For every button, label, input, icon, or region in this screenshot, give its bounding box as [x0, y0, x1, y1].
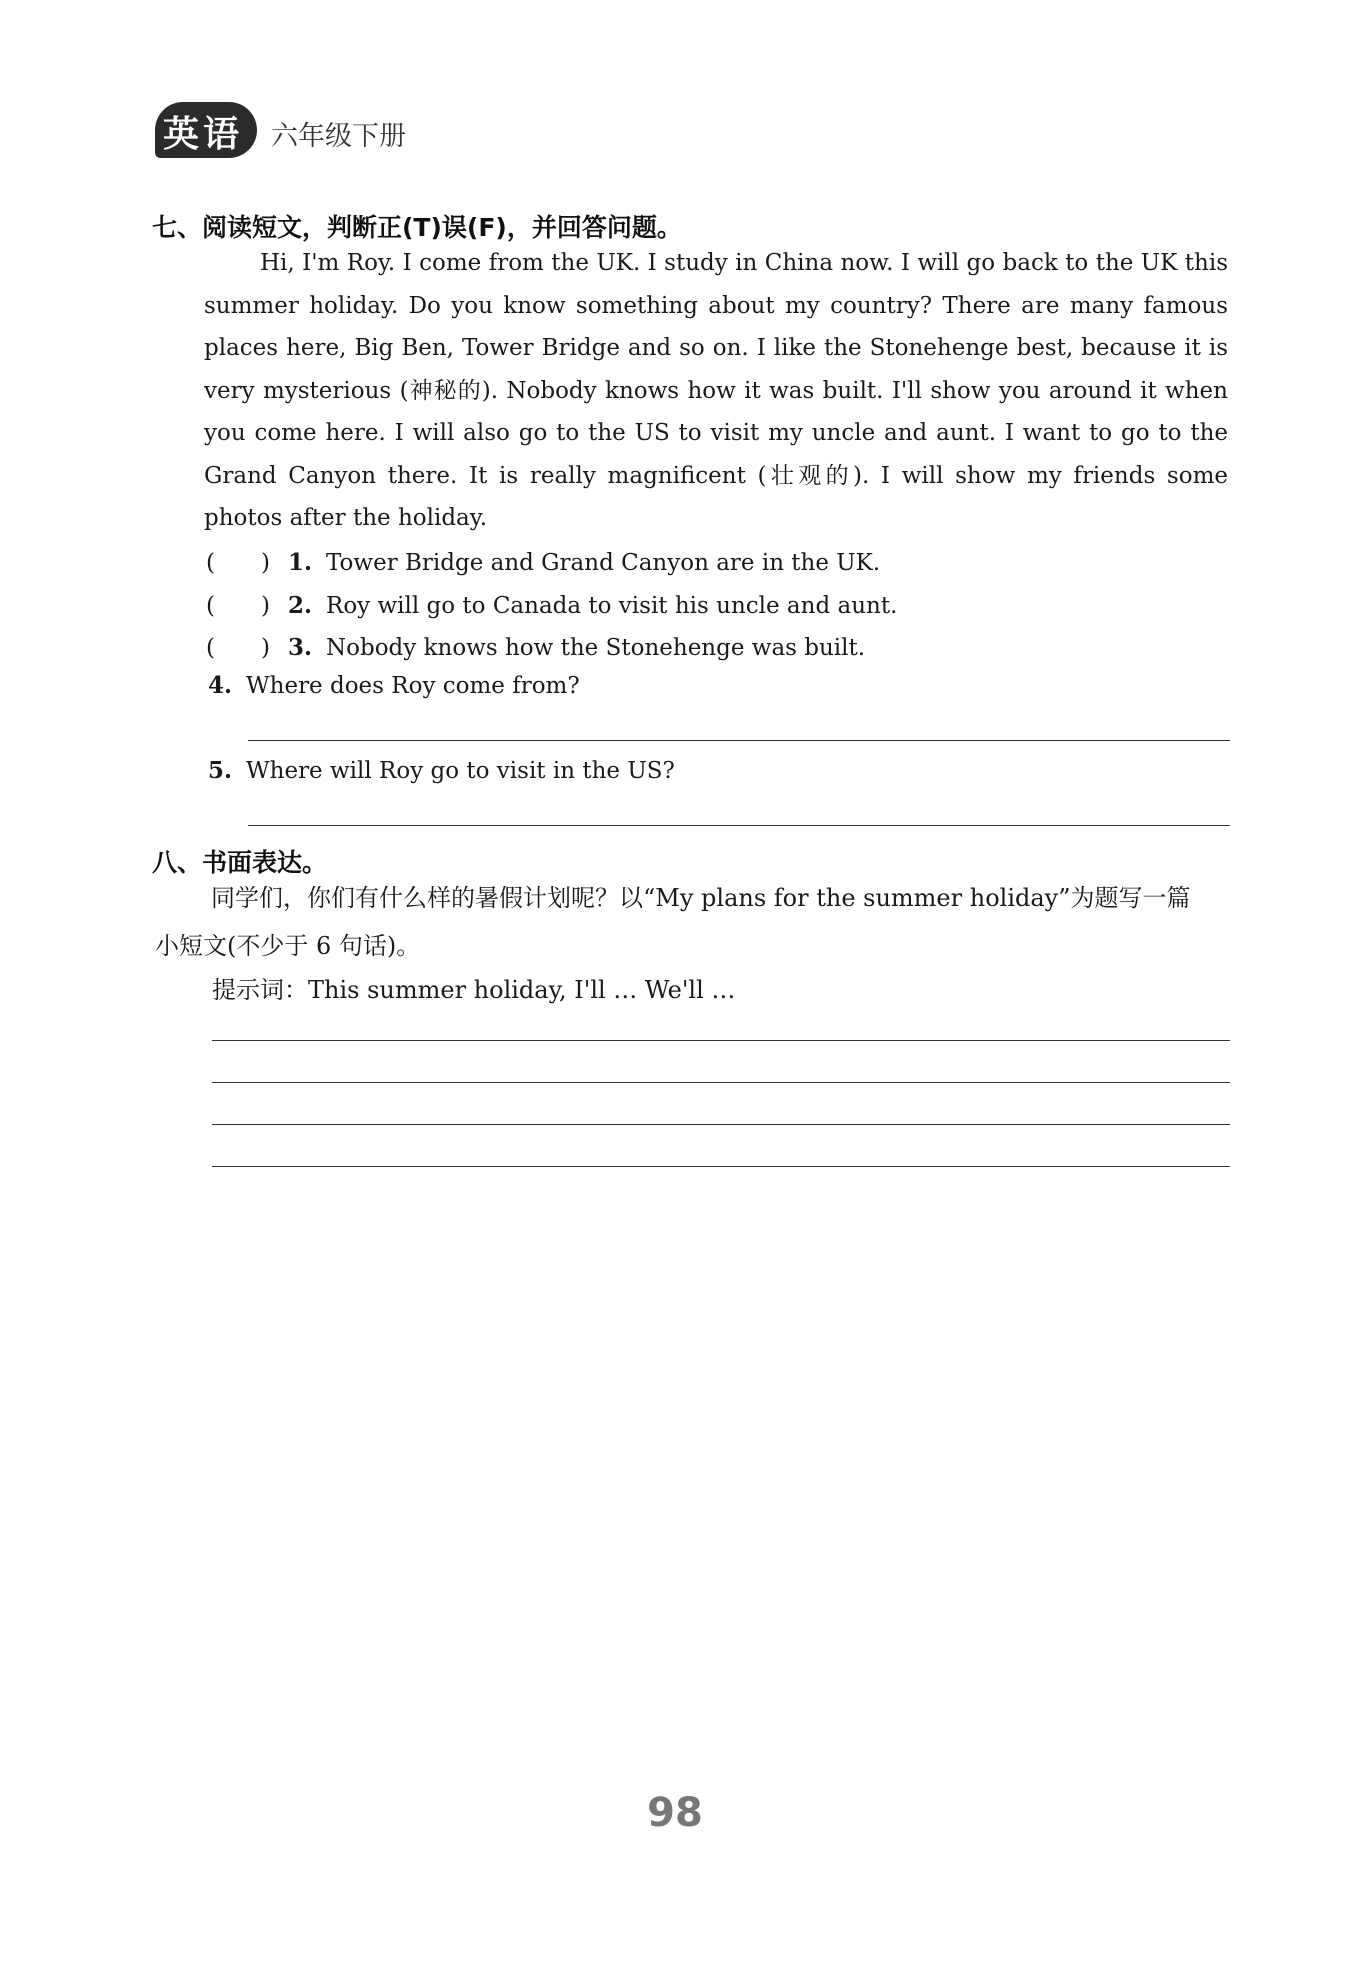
question-number: 3.: [288, 634, 313, 661]
page-number: 98: [647, 1790, 703, 1836]
section-7-title: 七、阅读短文，判断正(T)误(F)，并回答问题。: [152, 213, 682, 242]
question-text: Where will Roy go to visit in the US?: [246, 758, 675, 784]
tf-question-2: [206, 587, 897, 620]
tf-question-1: [206, 544, 880, 577]
passage-text: Hi, I'm Roy. I come from the UK. I study in China now. I will go back to the UK this summer holiday. Do you know something about my country? There are many famous places here, Big Ben, Tower Bridge and so on. I like the Stonehenge best, because it is very mysterious (神秘的). Nobody knows how it was built. I'll show you around it when you come here. I will also go to the US to visit my uncle and aunt. I want to go to the Grand Canyon there. It is really magnificent (壮观的). I will show my friends some photos after the holiday.: [204, 250, 1228, 531]
question-number: 2.: [288, 592, 313, 619]
answer-line-5[interactable]: [248, 825, 1230, 826]
question-number: 4.: [208, 672, 233, 699]
question-text: Where does Roy come from?: [246, 673, 580, 699]
question-number: 5.: [208, 757, 233, 784]
hint-words: 提示词：This summer holiday, I'll … We'll …: [212, 976, 736, 1004]
question-text: Roy will go to Canada to visit his uncle and aunt.: [326, 593, 898, 619]
writing-line-2[interactable]: [212, 1082, 1230, 1083]
question-5: [208, 757, 675, 784]
writing-instruction: [155, 874, 1231, 970]
answer-parentheses[interactable]: ( ): [206, 635, 270, 661]
writing-line-1[interactable]: [212, 1040, 1230, 1041]
subject-title: 英语: [163, 114, 244, 155]
instruction-line-2: 小短文(不少于 6 句话)。: [155, 932, 421, 960]
instruction-line-1: 同学们，你们有什么样的暑假计划呢？以“My plans for the summer holiday”为题写一篇: [211, 884, 1191, 912]
question-4: [208, 672, 580, 699]
answer-line-4[interactable]: [248, 740, 1230, 741]
writing-line-3[interactable]: [212, 1124, 1230, 1125]
writing-line-4[interactable]: [212, 1166, 1230, 1167]
tf-question-3: [206, 629, 865, 662]
answer-parentheses[interactable]: ( ): [206, 550, 270, 576]
question-text: Tower Bridge and Grand Canyon are in the UK.: [326, 550, 881, 576]
section-8-title: 八、书面表达。: [152, 848, 328, 877]
question-number: 1.: [288, 549, 313, 576]
question-text: Nobody knows how the Stonehenge was built.: [326, 635, 866, 661]
page-header: [155, 102, 475, 162]
reading-passage: [204, 242, 1228, 540]
answer-parentheses[interactable]: ( ): [206, 593, 270, 619]
grade-label: 六年级下册: [271, 121, 406, 152]
